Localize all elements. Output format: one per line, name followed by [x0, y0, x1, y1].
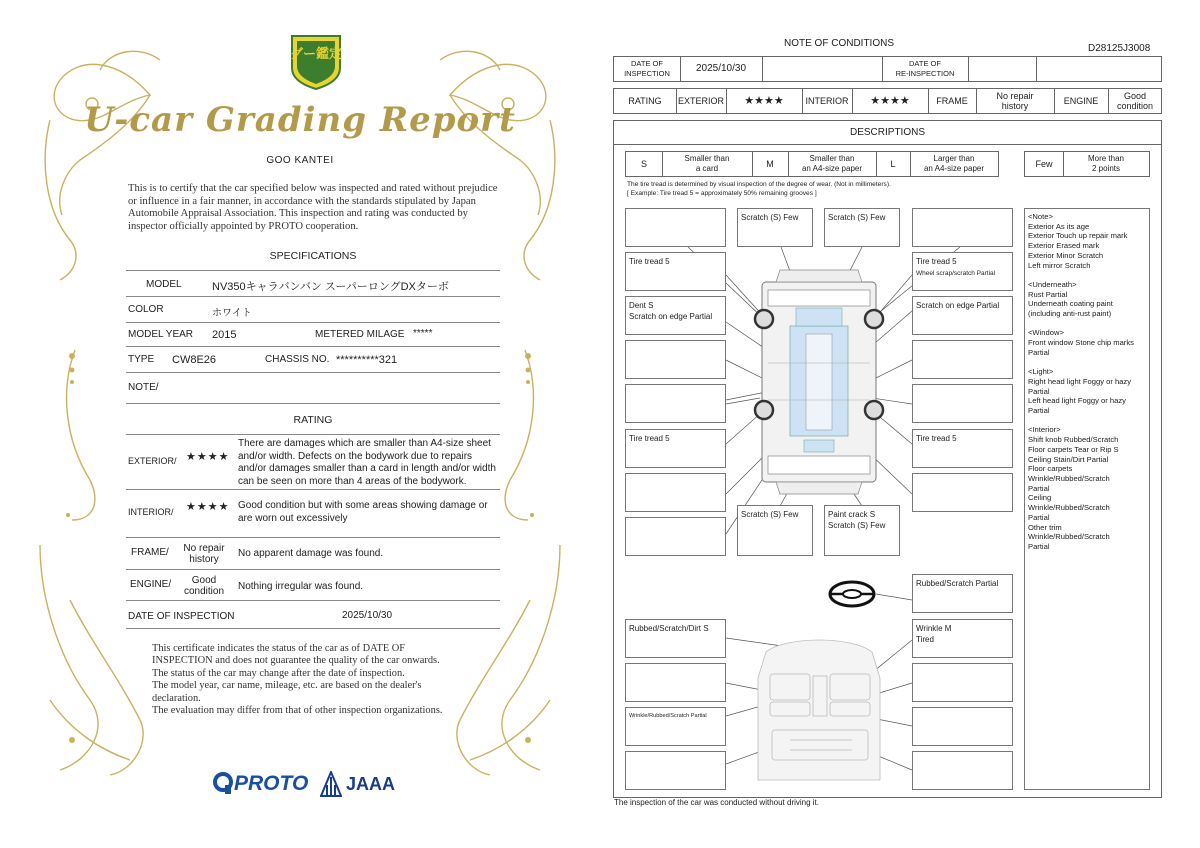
damage-callout	[912, 208, 1013, 247]
legend-few-desc: More than 2 points	[1087, 154, 1125, 173]
note-line: Right head light Foggy or hazy	[1028, 376, 1131, 386]
damage-callout	[625, 384, 726, 423]
interior-callout: Rubbed/Scratch Partial	[912, 574, 1013, 613]
note-line: Other trim	[1028, 522, 1062, 532]
note-line: (including anti-rust paint)	[1028, 309, 1112, 319]
damage-callout	[625, 517, 726, 556]
interior-callout: Wrinkle/Rubbed/Scratch Partial	[625, 707, 726, 746]
damage-callout: Scratch on edge Partial	[912, 296, 1013, 335]
metered-milage-value: *****	[413, 328, 433, 339]
proto-logo: PROTO	[234, 772, 309, 795]
model-value: NV350キャラバンバン スーパーロングDXターボ	[212, 281, 449, 293]
note-line: <Light>	[1028, 367, 1054, 377]
note-title: NOTE OF CONDITIONS	[784, 38, 894, 49]
damage-callout: Tire tread 5 Wheel scrap/scratch Partial	[912, 252, 1013, 291]
legend-l: L	[890, 159, 896, 169]
date-of-inspection-value: 2025/10/30	[342, 610, 393, 621]
chassis-value: **********321	[336, 354, 398, 366]
note-line: Ceiling Stain/Dirt Partial	[1028, 454, 1109, 464]
exterior-stars: ★★★★	[186, 451, 230, 463]
damage-callout	[625, 208, 726, 247]
damage-callout: Scratch (S) Few	[737, 208, 813, 247]
note-line: Ceiling	[1028, 493, 1052, 503]
note-line: Front window Stone chip marks	[1028, 338, 1134, 348]
engine-value: Good condition	[183, 575, 225, 597]
jaaa-logo: JAAA	[346, 774, 396, 794]
exterior-label: EXTERIOR	[677, 96, 724, 106]
note-line: Left head light Foggy or hazy	[1028, 396, 1126, 406]
note-line: Partial	[1028, 512, 1050, 522]
type-value: CW8E26	[172, 354, 217, 366]
rating-label: RATING	[628, 96, 662, 106]
note-line: Partial	[1028, 386, 1050, 396]
legend-m: M	[766, 159, 774, 169]
note-line	[1028, 319, 1146, 329]
note-label: NOTE/	[128, 382, 159, 393]
damage-callout	[912, 340, 1013, 379]
date-of-reinspection-label: DATE OF RE-INSPECTION	[895, 59, 955, 78]
interior-callout	[912, 707, 1013, 746]
color-label: COLOR	[128, 304, 164, 315]
damage-callout	[625, 340, 726, 379]
frame-label: FRAME/	[131, 547, 169, 558]
certification-statement: This is to certify that the car specified below was inspected and rated without prejudice or influence in a fair manner, in accordance with the standards stipulated by Japan Automobile Appraisal Association. This inspection and rating was conducted by inspector officially appointed by PROTO cooperation.	[128, 183, 498, 232]
report-title: U-car Grading Report	[84, 100, 516, 140]
note-line: Exterior Touch up repair mark	[1028, 231, 1128, 241]
model-year-value: 2015	[212, 329, 237, 341]
note-line	[1028, 416, 1146, 426]
specifications-heading: SPECIFICATIONS	[269, 250, 357, 262]
engine-label: ENGINE/	[130, 579, 172, 590]
interior-callout	[912, 751, 1013, 790]
interior-label: INTERIOR	[805, 96, 849, 106]
frame-description: No apparent damage was found.	[238, 548, 384, 559]
note-line	[1028, 358, 1146, 368]
rating-heading: RATING	[293, 414, 333, 426]
report-subtitle: GOO KANTEI	[266, 155, 334, 166]
document-id: D28125J3008	[1088, 43, 1151, 54]
van-top-view-icon	[762, 270, 876, 494]
interior-floor-plan-icon	[758, 640, 880, 780]
interior-label: INTERIOR/	[128, 507, 174, 517]
badge-text: グー鑑定	[289, 47, 343, 62]
interior-stars: ★★★★	[870, 95, 910, 107]
note-line: <Underneath>	[1028, 279, 1077, 289]
legend-m-desc: Smaller than an A4-size paper	[801, 154, 863, 173]
note-line: Floor carpets	[1028, 464, 1073, 474]
note-line: Exterior Minor Scratch	[1028, 250, 1104, 260]
note-line: Exterior As its age	[1028, 221, 1090, 231]
interior-callout	[912, 663, 1013, 702]
note-line: Floor carpets Tear or Rip S	[1028, 444, 1119, 454]
note-line	[1028, 270, 1146, 280]
note-line: <Window>	[1028, 328, 1064, 338]
date-of-inspection-value: 2025/10/30	[695, 63, 747, 74]
engine-label: ENGINE	[1063, 96, 1099, 106]
type-label: TYPE	[128, 354, 155, 365]
date-of-inspection-label: DATE OF INSPECTION	[128, 611, 235, 622]
note-line: Underneath coating paint	[1028, 299, 1113, 309]
damage-callout: Dent S Scratch on edge Partial	[625, 296, 726, 335]
model-label: MODEL	[146, 279, 182, 290]
note-line: Partial	[1028, 541, 1050, 551]
interior-stars: ★★★★	[186, 501, 230, 513]
damage-callout	[912, 384, 1013, 423]
interior-callout	[625, 751, 726, 790]
damage-callout: Tire tread 5	[625, 429, 726, 468]
interior-callout: Wrinkle M Tired	[912, 619, 1013, 658]
steering-wheel-icon	[830, 582, 874, 606]
date-of-inspection-label: DATE OF INSPECTION	[624, 59, 670, 78]
note-line: Partial	[1028, 347, 1050, 357]
interior-callout: Rubbed/Scratch/Dirt S	[625, 619, 726, 658]
descriptions-heading: DESCRIPTIONS	[849, 127, 925, 138]
legend-few: Few	[1035, 159, 1053, 169]
note-line: Wrinkle/Rubbed/Scratch	[1028, 532, 1110, 542]
color-value: ホワイト	[212, 308, 252, 319]
exterior-stars: ★★★★	[744, 95, 784, 107]
damage-callout: Scratch (S) Few	[824, 208, 900, 247]
model-year-label: MODEL YEAR	[128, 329, 194, 340]
note-line: <Interior>	[1028, 425, 1061, 435]
metered-milage-label: METERED MILAGE	[315, 329, 405, 340]
note-line: Left mirror Scratch	[1028, 260, 1091, 270]
frame-label: FRAME	[936, 96, 968, 106]
note-line: Shift knob Rubbed/Scratch	[1028, 435, 1119, 445]
legend-l-desc: Larger than an A4-size paper	[923, 154, 985, 173]
frame-value: No repair history	[996, 91, 1034, 111]
condition-notes-list	[1024, 208, 1150, 790]
note-line: Partial	[1028, 406, 1050, 416]
exterior-description: There are damages which are smaller than A4-size sheet and/or width. Defects on the bodywork due to repairs and/or damages smaller than a card in length and/or width can be seen on more than 4 areas of the bodywork.	[238, 438, 496, 487]
damage-callout	[625, 473, 726, 512]
note-line: Wrinkle/Rubbed/Scratch	[1028, 503, 1110, 513]
note-line: Exterior Erased mark	[1028, 241, 1100, 251]
interior-callout	[625, 663, 726, 702]
exterior-label: EXTERIOR/	[128, 456, 177, 466]
damage-callout	[912, 473, 1013, 512]
legend-s-desc: Smaller than a card	[684, 154, 730, 173]
disclaimer: This certificate indicates the status of the car as of DATE OF INSPECTION and does not guarantee the quality of the car onwards. The status of the car may change after the date of inspection. The model year, car name, mileage, etc. are based on the dealer's declaration. The evaluation may differ from that of other inspection organizations.	[152, 643, 443, 717]
tire-note: The tire tread is determined by visual inspection of the degree of wear. (Not in millimeters).	[627, 181, 891, 188]
damage-callout: Scratch (S) Few	[737, 505, 813, 556]
note-line: Rust Partial	[1028, 289, 1068, 299]
engine-value: Good condition	[1116, 91, 1154, 111]
tire-example: [ Example: Tire tread 5 = approximately 50% remaining grooves ]	[627, 190, 817, 197]
damage-callout: Tire tread 5	[912, 429, 1013, 468]
legend-s: S	[640, 159, 647, 169]
damage-callout: Tire tread 5	[625, 252, 726, 291]
note-line: Wrinkle/Rubbed/Scratch	[1028, 473, 1110, 483]
frame-value: No repair history	[183, 543, 225, 565]
note-line: Partial	[1028, 483, 1050, 493]
damage-callout: Paint crack S Scratch (S) Few	[824, 505, 900, 556]
note-line: <Note>	[1028, 212, 1053, 221]
engine-description: Nothing irregular was found.	[238, 581, 364, 592]
interior-description: Good condition but with some areas showing damage or are worn out excessively	[238, 500, 488, 524]
inspection-footer-note: The inspection of the car was conducted without driving it.	[614, 798, 819, 807]
chassis-label: CHASSIS NO.	[265, 354, 330, 365]
